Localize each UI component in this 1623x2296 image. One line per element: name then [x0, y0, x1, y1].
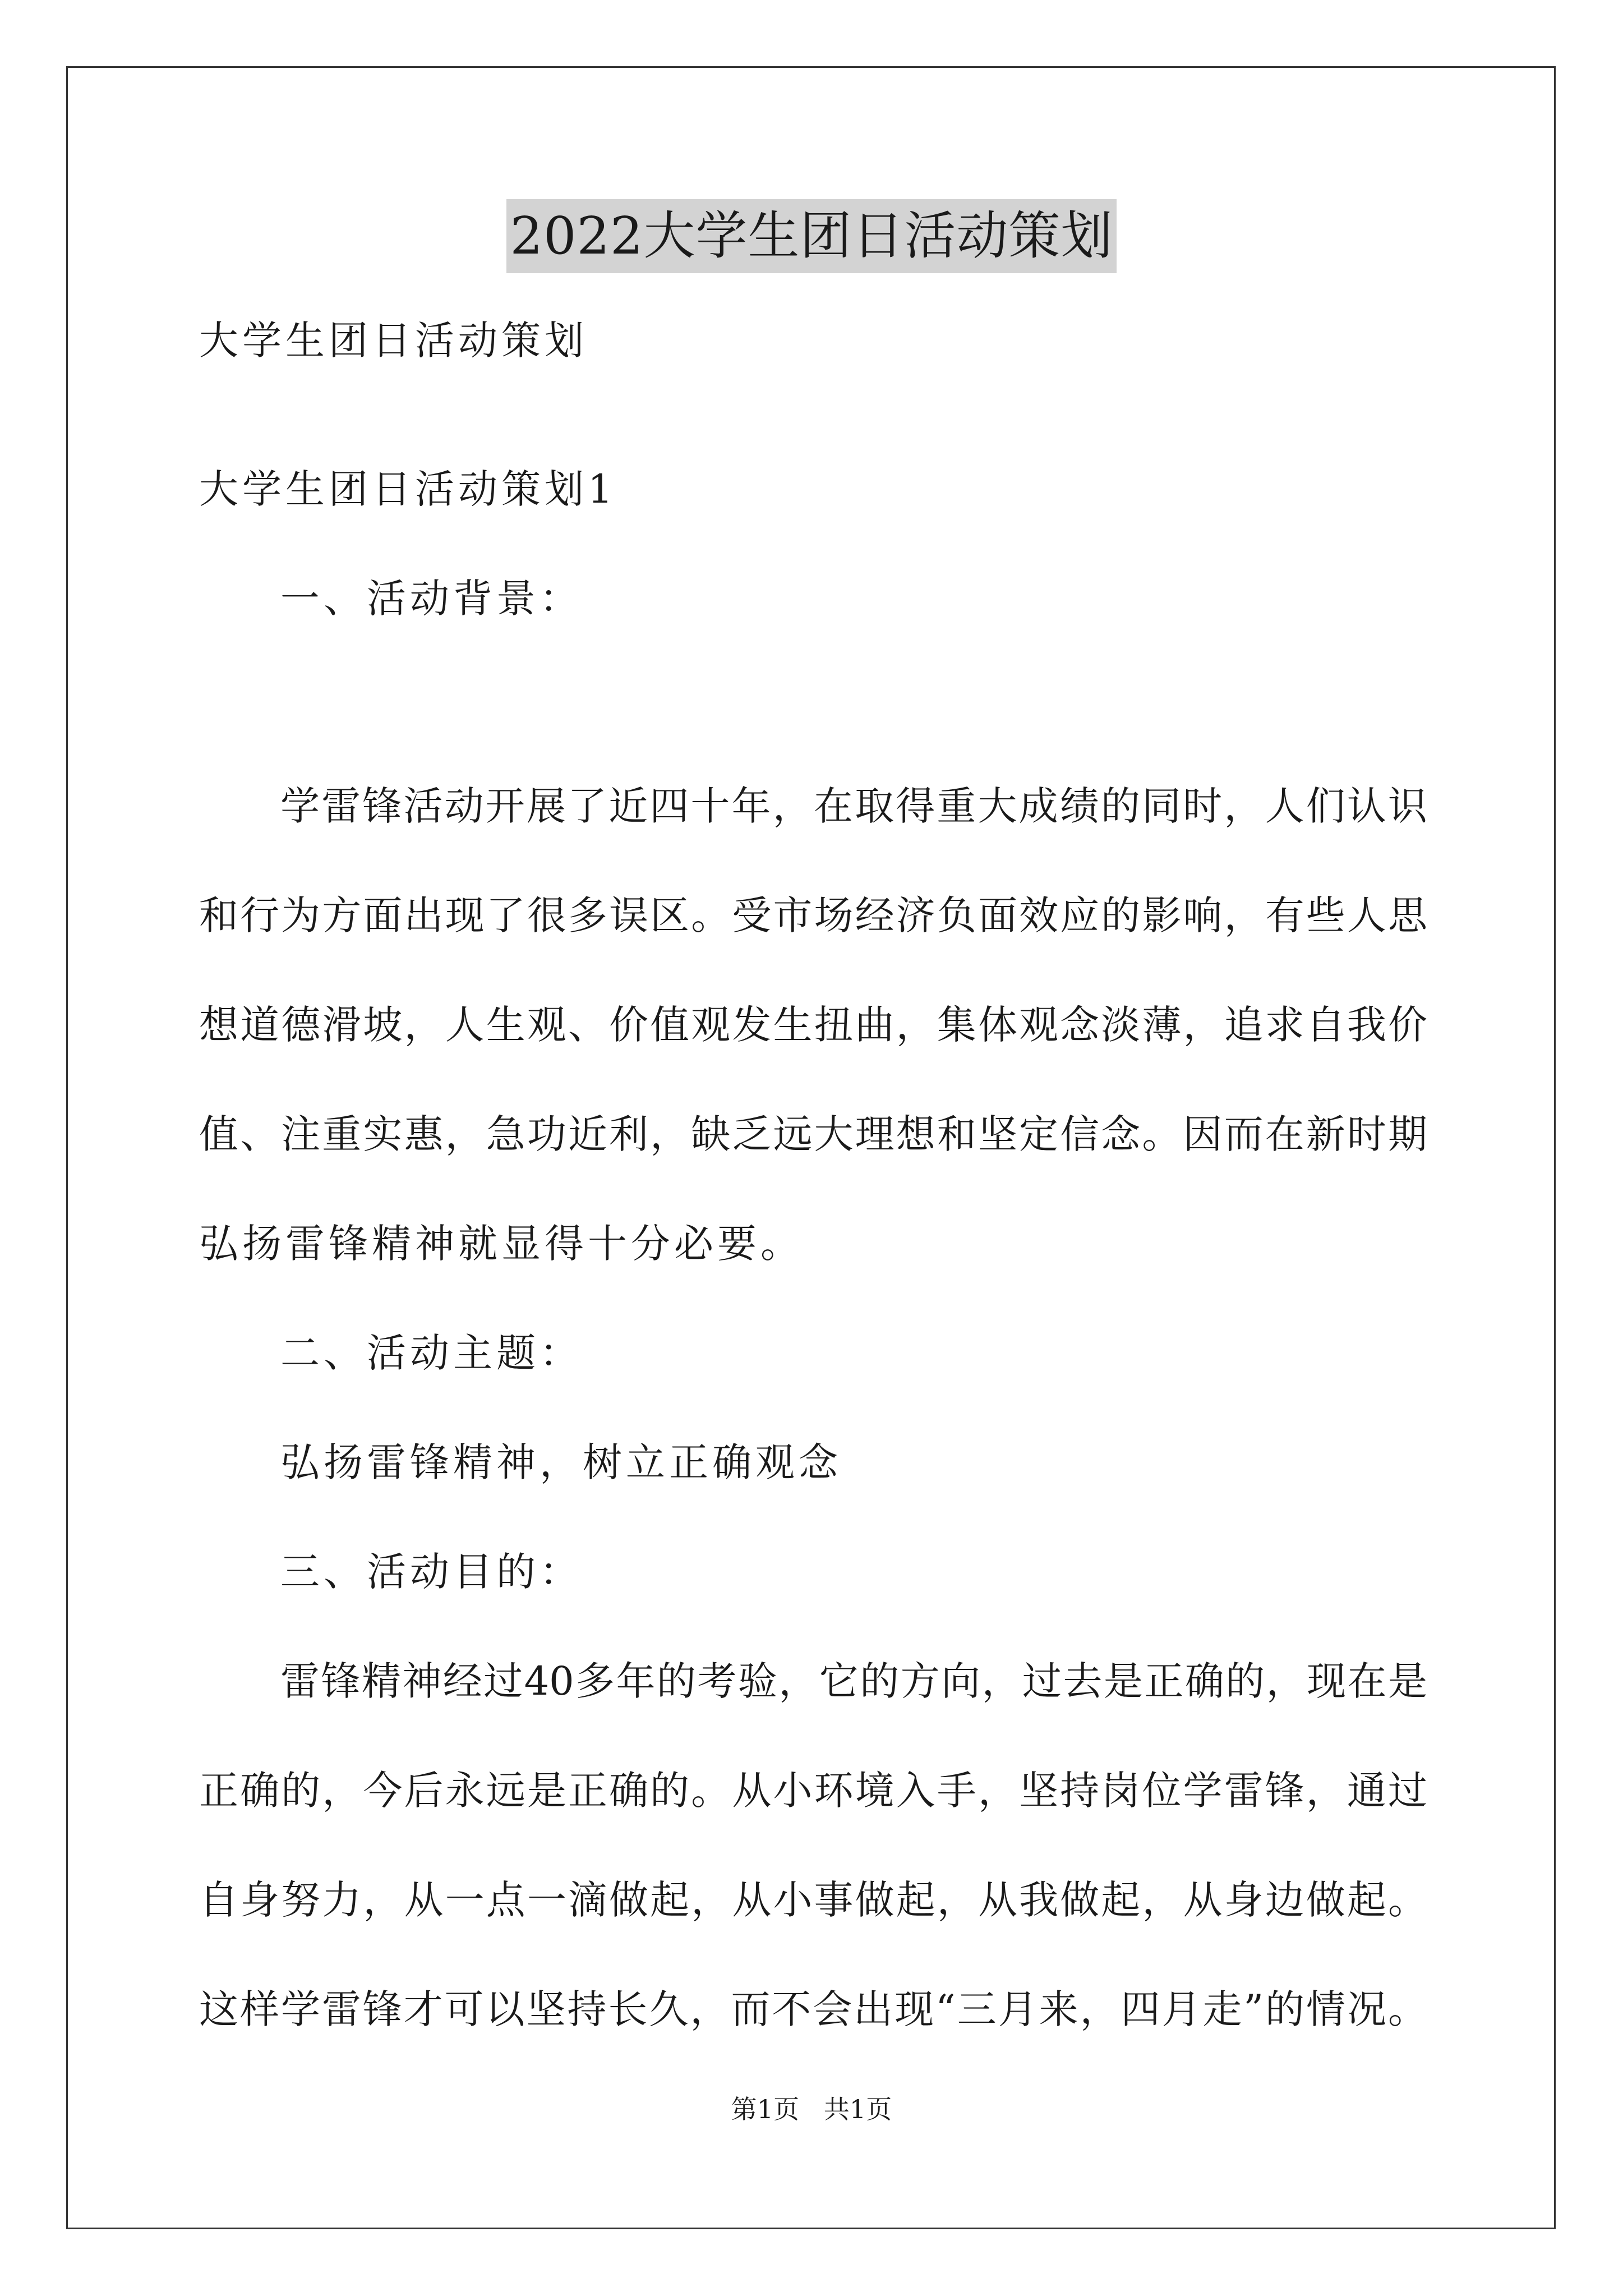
section-heading: 大学生团日活动策划1	[199, 466, 617, 512]
paragraph-line: 和行为方面出现了很多误区。受市场经济负面效应的影响，有些人思	[199, 892, 1427, 938]
section-heading-purpose: 三、活动目的：	[280, 1549, 583, 1595]
paragraph-line: 自身努力，从一点一滴做起，从小事做起，从我做起，从身边做起。	[199, 1877, 1427, 1923]
title-container	[0, 199, 1623, 273]
paragraph-line: 这样学雷锋才可以坚持长久，而不会出现“三月来，四月走”的情况。	[199, 1986, 1427, 2032]
paragraph-line: 学雷锋活动开展了近四十年，在取得重大成绩的同时，人们认识	[280, 783, 1427, 829]
theme-text: 弘扬雷锋精神，树立正确观念	[280, 1439, 842, 1485]
page-footer: 第1页 共1页	[731, 2094, 892, 2124]
document-title: 2022大学生团日活动策划	[506, 199, 1116, 273]
paragraph-line: 弘扬雷锋精神就显得十分必要。	[199, 1221, 804, 1267]
subtitle-line: 大学生团日活动策划	[199, 318, 588, 364]
paragraph-line: 想道德滑坡，人生观、价值观发生扭曲，集体观念淡薄，追求自我价	[199, 1002, 1427, 1048]
section-heading-background: 一、活动背景：	[280, 576, 583, 622]
paragraph-line: 值、注重实惠，急功近利，缺乏远大理想和坚定信念。因而在新时期	[199, 1111, 1427, 1157]
paragraph-line: 雷锋精神经过40多年的考验，它的方向，过去是正确的，现在是	[280, 1658, 1427, 1704]
paragraph-line: 正确的，今后永远是正确的。从小环境入手，坚持岗位学雷锋，通过	[199, 1768, 1427, 1814]
section-heading-theme: 二、活动主题：	[280, 1330, 583, 1376]
